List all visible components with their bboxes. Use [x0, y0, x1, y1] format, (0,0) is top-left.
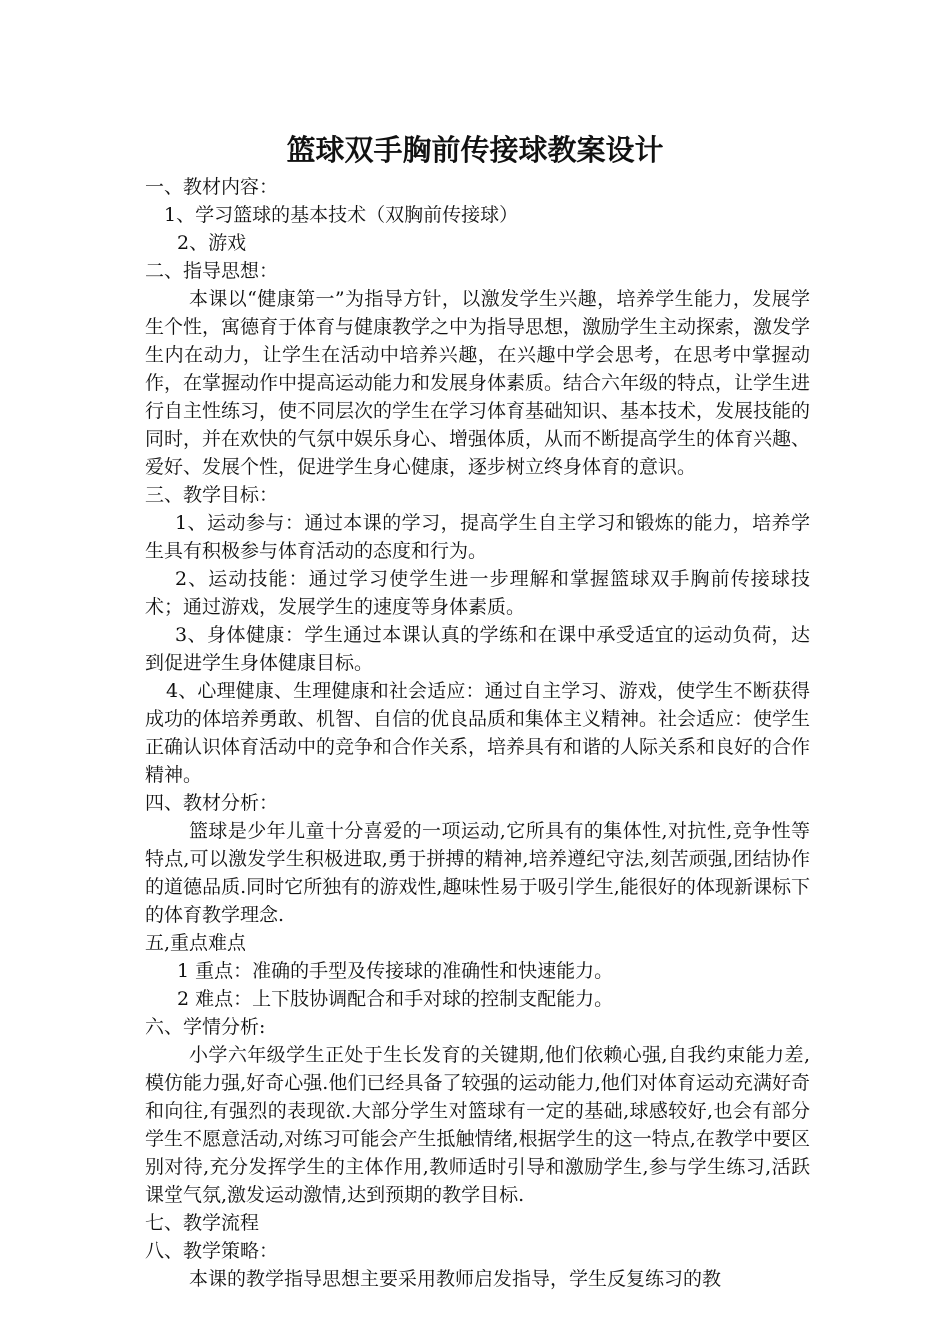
section-3-goal-4: 4、心理健康、生理健康和社会适应：通过自主学习、游戏，使学生不断获得成功的体培养勇敢、机智、自信的优良品质和集体主义精神。社会适应：使学生正确认识体育活动中的竞争和合作关系，培养具有和谐的人际关系和良好的合作精神。 [145, 680, 811, 786]
section-5-difficulty: 2 难点：上下肢协调配合和手对球的控制支配能力。 [177, 988, 614, 1010]
section-3-goal-2: 2、运动技能：通过学习使学生进一步理解和掌握篮球双手胸前传接球技术；通过游戏，发展学生的速度等身体素质。 [145, 568, 810, 618]
section-6-heading: 六、学情分析: [145, 1016, 266, 1038]
section-2-paragraph: 本课以“健康第一”为指导方针，以激发学生兴趣，培养学生能力，发展学生个性，寓德育于体育与健康教学之中为指导思想，激励学生主动探索，激发学生内在动力，让学生在活动中培养兴趣，在兴趣中学会思考，在思考中掌握动作，在掌握动作中提高运动能力和发展身体素质。结合六年级的特点，让学生进行自主性练习，使不同层次的学生在学习体育基础知识、基本技术，发展技能的同时，并在欢快的气氛中娱乐身心、增强体质，从而不断提高学生的体育兴趣、爱好、发展个性，促进学生身心健康，逐步树立终身体育的意识。 [145, 288, 811, 478]
section-1-heading: 一、教材内容： [145, 176, 279, 198]
section-6-paragraph: 小学六年级学生正处于生长发育的关键期,他们依赖心强,自我约束能力差,模仿能力强,好奇心强.他们已经具备了较强的运动能力,他们对体育运动充满好奇和向往,有强烈的表现欲.大部分学生对篮球有一定的基础,球感较好,也会有部分学生不愿意活动,对练习可能会产生抵触情绪,根据学生的这一特点,在教学中要区别对待,充分发挥学生的主体作用,教师适时引导和激励学生,参与学生练习,活跃课堂气氛,激发运动激情,达到预期的教学目标. [145, 1044, 810, 1206]
section-1-item-2: 2、游戏 [177, 232, 247, 254]
section-2-heading: 二、指导思想： [145, 260, 279, 282]
section-1-item-1: 1、学习篮球的基本技术（双胸前传接球） [164, 204, 519, 226]
section-8-paragraph: 本课的教学指导思想主要采用教师启发指导，学生反复练习的教 [189, 1268, 722, 1290]
section-3-heading: 三、教学目标： [145, 484, 279, 506]
section-4-paragraph: 篮球是少年儿童十分喜爱的一项运动,它所具有的集体性,对抗性,竞争性等特点,可以激发学生积极进取,勇于拼搏的精神,培养遵纪守法,刻苦顽强,团结协作的道德品质.同时它所独有的游戏性,趣味性易于吸引学生,能很好的体现新课标下的体育教学理念. [145, 820, 810, 926]
section-7-heading: 七、教学流程 [145, 1212, 260, 1234]
section-5-key-point: 1 重点：准确的手型及传接球的准确性和快速能力。 [177, 960, 614, 982]
document-body [145, 173, 810, 1293]
section-3-goal-1: 1、运动参与：通过本课的学习，提高学生自主学习和锻炼的能力，培养学生具有积极参与体育活动的态度和行为。 [145, 512, 810, 562]
section-8-heading: 八、教学策略： [145, 1240, 279, 1262]
section-5-heading: 五,重点难点 [145, 932, 247, 954]
document-title: 篮球双手胸前传接球教案设计 [286, 133, 664, 167]
section-4-heading: 四、教材分析： [145, 792, 279, 814]
section-3-goal-3: 3、身体健康：学生通过本课认真的学练和在课中承受适宜的运动负荷，达到促进学生身体健康目标。 [145, 624, 810, 674]
